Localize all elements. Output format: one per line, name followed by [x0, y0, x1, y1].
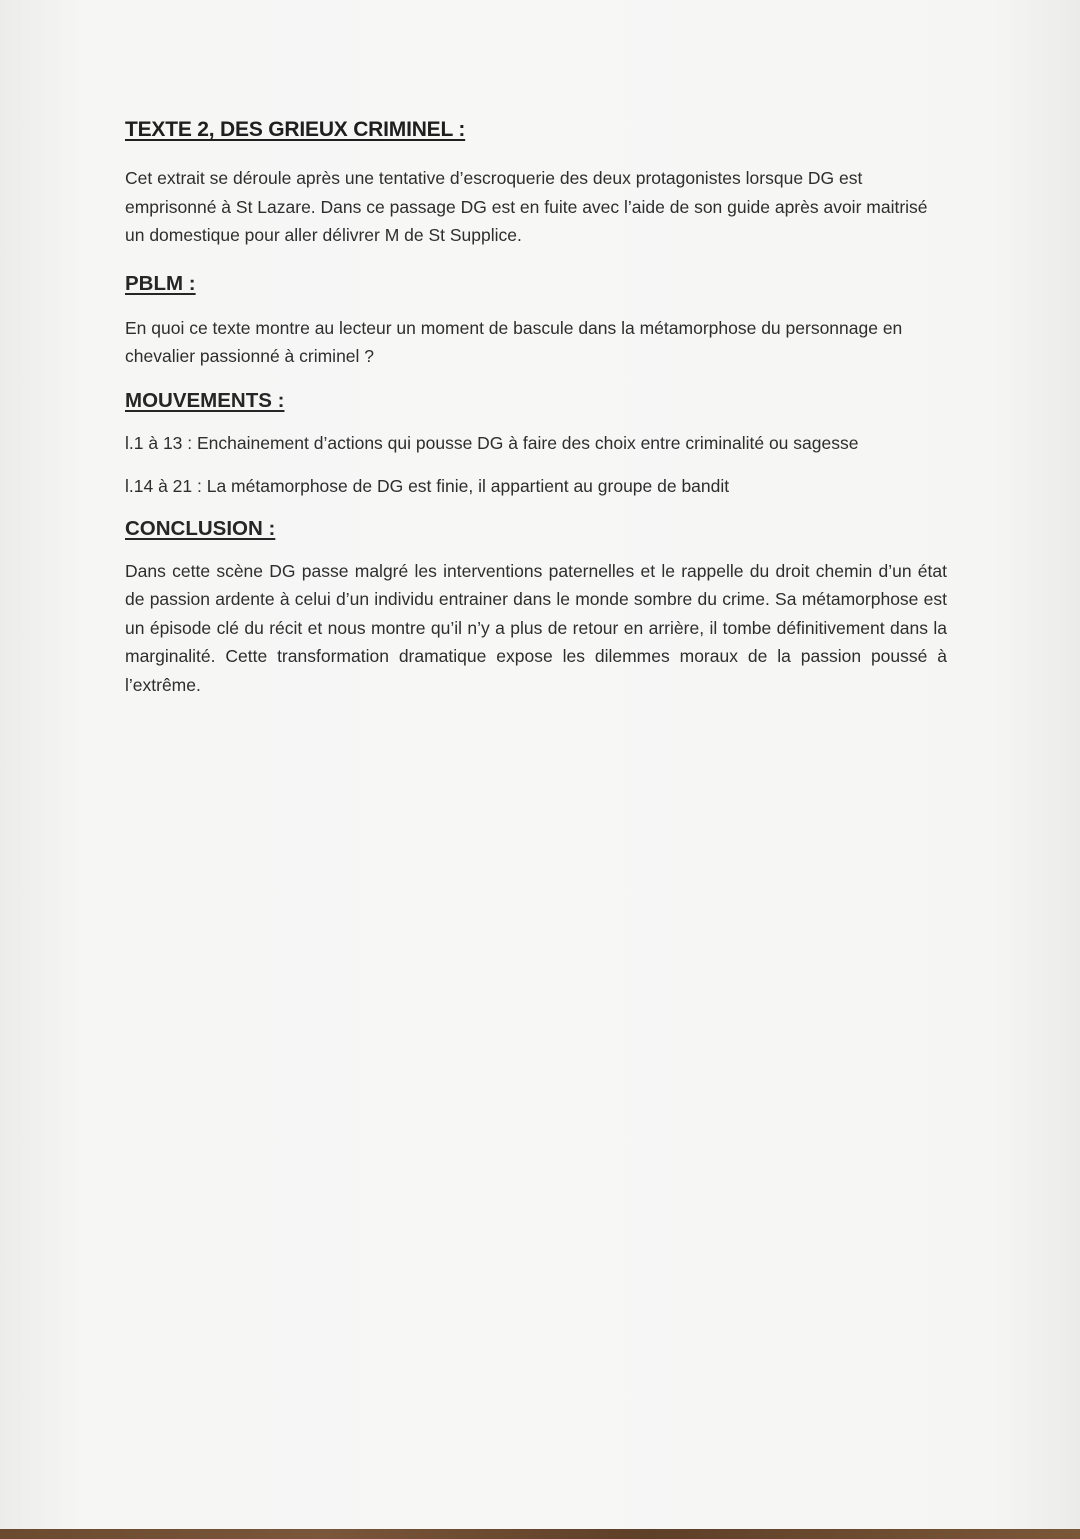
mouvement-item-1: l.1 à 13 : Enchainement d’actions qui pousse DG à faire des choix entre criminalité ou sagesse [125, 432, 859, 453]
problematique-heading: PBLM : [125, 271, 196, 295]
document-body [125, 118, 947, 699]
problematique-text: En quoi ce texte montre au lecteur un moment de bascule dans la métamorphose du personnage en chevalier passionné à criminel ? [125, 317, 903, 366]
mouvements-heading: MOUVEMENTS : [125, 388, 285, 412]
table-surface-edge [0, 1529, 1080, 1539]
document-title: TEXTE 2, DES GRIEUX CRIMINEL : [125, 118, 466, 141]
mouvement-item-2: l.14 à 21 : La métamorphose de DG est finie, il appartient au groupe de bandit [125, 476, 730, 496]
conclusion-text: Dans cette scène DG passe malgré les interventions paternelles et le rappelle du droit chemin d’un état de passion ardente à celui d’un individu entrainer dans le monde sombre du crime. Sa métamorphose est un épisode clé du récit et nous montre qu’il n’y a plus de retour en arrière, il tombe définitivement dans la marginalité. Cette transformation dramatique expose les dilemmes moraux de la passion poussé à l’extrême. [125, 560, 947, 695]
conclusion-heading: CONCLUSION : [125, 516, 276, 540]
intro-paragraph: Cet extrait se déroule après une tentative d’escroquerie des deux protagonistes lorsque DG est emprisonné à St Lazare. Dans ce passage DG est en fuite avec l’aide de son guide après avoir maitrisé un domestique pour aller délivrer M de St Supplice. [125, 168, 928, 245]
